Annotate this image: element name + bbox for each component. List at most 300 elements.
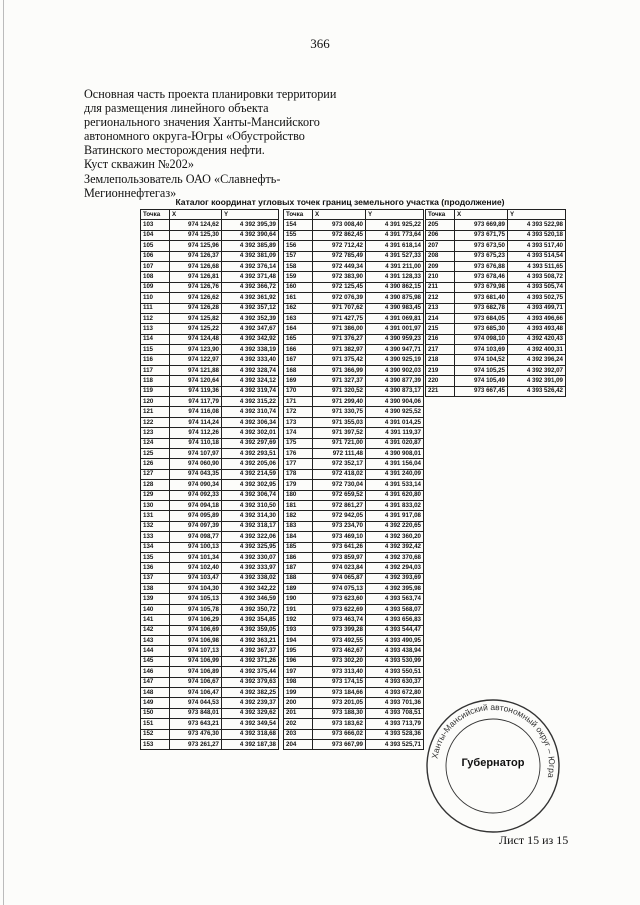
table-row <box>284 646 424 656</box>
cell-x: 974 107,13 <box>170 646 222 656</box>
cell-point: 149 <box>141 698 170 708</box>
cell-x: 973 492,55 <box>313 636 366 646</box>
table-row <box>141 719 279 729</box>
cell-x: 971 397,52 <box>313 428 366 438</box>
cell-point: 123 <box>141 428 170 438</box>
column-header-y: Y <box>508 210 566 220</box>
cell-y: 4 393 708,51 <box>366 708 424 718</box>
cell-y: 4 392 322,06 <box>222 532 279 542</box>
table-row <box>284 334 424 344</box>
table-row <box>284 376 424 386</box>
cell-y: 4 392 393,69 <box>366 573 424 583</box>
table-row <box>426 365 566 375</box>
table-row <box>141 500 279 510</box>
cell-x: 973 641,26 <box>313 542 366 552</box>
title-line: Ватинского месторождения нефти. <box>84 143 265 158</box>
cell-x: 974 105,78 <box>170 604 222 614</box>
title-line: автономного округа-Югры «Обустройство <box>84 129 305 144</box>
table-row <box>284 729 424 739</box>
cell-y: 4 392 306,74 <box>222 490 279 500</box>
table-row <box>284 500 424 510</box>
table-row <box>426 334 566 344</box>
cell-x: 974 121,88 <box>170 365 222 375</box>
title-line: Основная часть проекта планировки территории <box>84 87 337 101</box>
table-row <box>284 625 424 635</box>
cell-point: 150 <box>141 708 170 718</box>
cell-point: 140 <box>141 604 170 614</box>
cell-x: 971 427,75 <box>313 313 366 323</box>
cell-y: 4 393 514,54 <box>508 251 566 261</box>
column-header-x: X <box>313 210 366 220</box>
cell-x: 973 684,05 <box>455 313 508 323</box>
table-caption: Каталог координат угловых точек границ земельного участка (продолжение) <box>175 197 505 207</box>
cell-y: 4 393 713,79 <box>366 719 424 729</box>
cell-y: 4 392 293,51 <box>222 448 279 458</box>
cell-x: 974 090,34 <box>170 480 222 490</box>
table-row <box>426 345 566 355</box>
table-row <box>141 542 279 552</box>
cell-x: 973 184,66 <box>313 687 366 697</box>
cell-point: 127 <box>141 469 170 479</box>
cell-point: 217 <box>426 345 455 355</box>
cell-y: 4 392 371,48 <box>222 272 279 282</box>
cell-point: 158 <box>284 261 313 271</box>
cell-point: 182 <box>284 511 313 521</box>
table-row <box>284 511 424 521</box>
cell-x: 971 330,75 <box>313 407 366 417</box>
cell-y: 4 390 983,45 <box>366 303 424 313</box>
cell-y: 4 392 294,03 <box>366 563 424 573</box>
table-row <box>141 677 279 687</box>
cell-point: 156 <box>284 241 313 251</box>
cell-x: 972 712,42 <box>313 241 366 251</box>
cell-x: 972 418,02 <box>313 469 366 479</box>
cell-x: 972 125,45 <box>313 282 366 292</box>
cell-point: 192 <box>284 615 313 625</box>
cell-point: 137 <box>141 573 170 583</box>
cell-y: 4 393 511,65 <box>508 261 566 271</box>
cell-x: 973 201,05 <box>313 698 366 708</box>
cell-y: 4 393 490,95 <box>366 636 424 646</box>
cell-x: 974 060,90 <box>170 459 222 469</box>
cell-point: 157 <box>284 251 313 261</box>
cell-x: 973 682,78 <box>455 303 508 313</box>
title-line: Мегионнефтегаз» <box>84 185 177 200</box>
cell-point: 132 <box>141 521 170 531</box>
table-row <box>141 521 279 531</box>
cell-point: 125 <box>141 448 170 458</box>
cell-point: 126 <box>141 459 170 469</box>
table-row <box>141 739 279 749</box>
cell-x: 974 117,79 <box>170 397 222 407</box>
table-row <box>284 490 424 500</box>
cell-x: 973 643,21 <box>170 719 222 729</box>
cell-point: 146 <box>141 667 170 677</box>
table-row <box>141 594 279 604</box>
cell-y: 4 390 904,06 <box>366 397 424 407</box>
cell-y: 4 392 375,44 <box>222 667 279 677</box>
cell-point: 209 <box>426 261 455 271</box>
cell-x: 974 092,33 <box>170 490 222 500</box>
cell-point: 121 <box>141 407 170 417</box>
cell-point: 128 <box>141 480 170 490</box>
cell-point: 116 <box>141 355 170 365</box>
cell-x: 972 352,17 <box>313 459 366 469</box>
table-row <box>284 480 424 490</box>
table-row <box>141 511 279 521</box>
cell-x: 974 098,77 <box>170 532 222 542</box>
cell-point: 207 <box>426 241 455 251</box>
cell-x: 973 685,30 <box>455 324 508 334</box>
cell-y: 4 393 508,72 <box>508 272 566 282</box>
cell-point: 148 <box>141 687 170 697</box>
cell-y: 4 392 385,89 <box>222 241 279 251</box>
cell-point: 136 <box>141 563 170 573</box>
title-line: Куст скважин №202» <box>84 157 194 172</box>
cell-x: 974 124,62 <box>170 220 222 230</box>
cell-point: 167 <box>284 355 313 365</box>
table-row <box>284 739 424 749</box>
table-row <box>141 646 279 656</box>
cell-x: 974 106,69 <box>170 625 222 635</box>
cell-point: 159 <box>284 272 313 282</box>
cell-y: 4 392 390,64 <box>222 230 279 240</box>
cell-point: 111 <box>141 303 170 313</box>
cell-y: 4 390 875,98 <box>366 293 424 303</box>
cell-x: 974 106,29 <box>170 615 222 625</box>
cell-y: 4 391 533,14 <box>366 480 424 490</box>
table-row <box>141 293 279 303</box>
cell-x: 973 675,23 <box>455 251 508 261</box>
cell-x: 971 327,37 <box>313 376 366 386</box>
cell-y: 4 392 342,92 <box>222 334 279 344</box>
cell-x: 974 103,47 <box>170 573 222 583</box>
table-row <box>426 324 566 334</box>
cell-x: 973 174,15 <box>313 677 366 687</box>
cell-x: 974 125,96 <box>170 241 222 251</box>
cell-x: 974 075,13 <box>313 584 366 594</box>
cell-point: 109 <box>141 282 170 292</box>
cell-x: 974 126,62 <box>170 293 222 303</box>
cell-point: 203 <box>284 729 313 739</box>
table-row <box>141 459 279 469</box>
cell-y: 4 392 333,97 <box>222 563 279 573</box>
table-row <box>284 604 424 614</box>
table-row <box>284 719 424 729</box>
cell-x: 974 123,90 <box>170 345 222 355</box>
table-row <box>284 324 424 334</box>
table-row <box>426 220 566 230</box>
cell-point: 189 <box>284 584 313 594</box>
table-row <box>284 469 424 479</box>
cell-y: 4 391 128,33 <box>366 272 424 282</box>
cell-point: 165 <box>284 334 313 344</box>
cell-y: 4 392 324,12 <box>222 376 279 386</box>
cell-point: 188 <box>284 573 313 583</box>
cell-point: 216 <box>426 334 455 344</box>
cell-y: 4 393 520,18 <box>508 230 566 240</box>
cell-x: 974 126,37 <box>170 251 222 261</box>
cell-point: 108 <box>141 272 170 282</box>
cell-y: 4 393 530,99 <box>366 656 424 666</box>
table-row <box>426 241 566 251</box>
table-row <box>284 532 424 542</box>
cell-y: 4 392 420,43 <box>508 334 566 344</box>
cell-x: 972 449,34 <box>313 261 366 271</box>
cell-y: 4 393 526,42 <box>508 386 566 396</box>
cell-point: 179 <box>284 480 313 490</box>
cell-y: 4 393 502,75 <box>508 293 566 303</box>
cell-y: 4 392 379,63 <box>222 677 279 687</box>
cell-x: 974 126,81 <box>170 272 222 282</box>
cell-x: 973 234,70 <box>313 521 366 531</box>
cell-x: 971 366,99 <box>313 365 366 375</box>
cell-point: 206 <box>426 230 455 240</box>
cell-y: 4 393 544,47 <box>366 625 424 635</box>
table-row <box>284 552 424 562</box>
cell-point: 144 <box>141 646 170 656</box>
cell-point: 184 <box>284 532 313 542</box>
cell-y: 4 392 366,72 <box>222 282 279 292</box>
cell-y: 4 392 315,22 <box>222 397 279 407</box>
cell-x: 973 399,28 <box>313 625 366 635</box>
cell-point: 208 <box>426 251 455 261</box>
cell-x: 973 623,60 <box>313 594 366 604</box>
cell-y: 4 393 656,83 <box>366 615 424 625</box>
cell-x: 974 105,25 <box>455 365 508 375</box>
table-row <box>141 355 279 365</box>
cell-point: 130 <box>141 500 170 510</box>
cell-point: 163 <box>284 313 313 323</box>
cell-point: 154 <box>284 220 313 230</box>
cell-point: 155 <box>284 230 313 240</box>
cell-x: 973 673,50 <box>455 241 508 251</box>
cell-point: 106 <box>141 251 170 261</box>
table-row <box>284 313 424 323</box>
table-row <box>284 521 424 531</box>
cell-x: 973 667,45 <box>455 386 508 396</box>
cell-x: 974 065,87 <box>313 573 366 583</box>
table-row <box>284 407 424 417</box>
cell-x: 974 104,52 <box>455 355 508 365</box>
cell-y: 4 393 630,37 <box>366 677 424 687</box>
cell-x: 973 469,10 <box>313 532 366 542</box>
cell-y: 4 391 240,09 <box>366 469 424 479</box>
cell-y: 4 392 330,07 <box>222 552 279 562</box>
cell-y: 4 391 119,37 <box>366 428 424 438</box>
cell-x: 972 659,52 <box>313 490 366 500</box>
cell-x: 973 462,67 <box>313 646 366 656</box>
cell-x: 971 721,00 <box>313 438 366 448</box>
table-row <box>426 251 566 261</box>
table-row <box>141 667 279 677</box>
cell-y: 4 391 773,64 <box>366 230 424 240</box>
cell-y: 4 392 318,68 <box>222 729 279 739</box>
coordinates-table-2 <box>283 209 424 750</box>
table-row <box>141 625 279 635</box>
cell-point: 104 <box>141 230 170 240</box>
cell-x: 974 106,47 <box>170 687 222 697</box>
table-row <box>141 708 279 718</box>
cell-x: 974 116,08 <box>170 407 222 417</box>
table-row <box>426 230 566 240</box>
table-row <box>141 272 279 282</box>
cell-x: 974 103,69 <box>455 345 508 355</box>
cell-y: 4 391 620,80 <box>366 490 424 500</box>
column-header-point: Точка <box>141 210 170 220</box>
cell-y: 4 393 522,98 <box>508 220 566 230</box>
table-row <box>284 428 424 438</box>
cell-point: 170 <box>284 386 313 396</box>
table-row <box>426 303 566 313</box>
cell-point: 210 <box>426 272 455 282</box>
cell-point: 145 <box>141 656 170 666</box>
cell-x: 974 100,13 <box>170 542 222 552</box>
cell-x: 971 376,27 <box>313 334 366 344</box>
cell-y: 4 392 302,01 <box>222 428 279 438</box>
table-row <box>141 345 279 355</box>
cell-x: 974 126,68 <box>170 261 222 271</box>
table-row <box>284 230 424 240</box>
cell-point: 194 <box>284 636 313 646</box>
cell-x: 974 119,36 <box>170 386 222 396</box>
table-row <box>141 615 279 625</box>
cell-point: 183 <box>284 521 313 531</box>
cell-x: 973 008,40 <box>313 220 366 230</box>
cell-point: 139 <box>141 594 170 604</box>
cell-point: 107 <box>141 261 170 271</box>
table-row <box>141 438 279 448</box>
table-row <box>284 542 424 552</box>
cell-y: 4 392 333,40 <box>222 355 279 365</box>
table-row <box>284 241 424 251</box>
table-row <box>141 480 279 490</box>
table-row <box>141 573 279 583</box>
cell-point: 119 <box>141 386 170 396</box>
cell-point: 196 <box>284 656 313 666</box>
cell-y: 4 392 391,09 <box>508 376 566 386</box>
cell-point: 147 <box>141 677 170 687</box>
table-row <box>284 355 424 365</box>
table-row <box>426 261 566 271</box>
title-line: регионального значения Ханты-Мансийского <box>84 115 320 130</box>
sheet-number: Лист 15 из 15 <box>499 833 569 847</box>
cell-y: 4 393 525,71 <box>366 739 424 749</box>
cell-point: 135 <box>141 552 170 562</box>
cell-x: 974 097,39 <box>170 521 222 531</box>
cell-y: 4 391 211,00 <box>366 261 424 271</box>
cell-y: 4 392 214,59 <box>222 469 279 479</box>
cell-y: 4 392 359,05 <box>222 625 279 635</box>
cell-x: 973 622,69 <box>313 604 366 614</box>
cell-point: 115 <box>141 345 170 355</box>
cell-x: 972 111,48 <box>313 448 366 458</box>
table-row <box>284 303 424 313</box>
cell-point: 138 <box>141 584 170 594</box>
table-row <box>141 552 279 562</box>
cell-point: 114 <box>141 334 170 344</box>
cell-point: 213 <box>426 303 455 313</box>
cell-point: 198 <box>284 677 313 687</box>
cell-y: 4 392 310,74 <box>222 407 279 417</box>
cell-y: 4 391 069,81 <box>366 313 424 323</box>
cell-x: 974 126,28 <box>170 303 222 313</box>
cell-point: 124 <box>141 438 170 448</box>
cell-point: 204 <box>284 739 313 749</box>
table-row <box>141 313 279 323</box>
column-header-x: X <box>170 210 222 220</box>
cell-point: 142 <box>141 625 170 635</box>
cell-x: 974 106,89 <box>170 667 222 677</box>
table-row <box>141 282 279 292</box>
cell-x: 974 110,18 <box>170 438 222 448</box>
cell-x: 972 076,39 <box>313 293 366 303</box>
table-row <box>284 615 424 625</box>
cell-x: 971 707,62 <box>313 303 366 313</box>
cell-x: 973 666,02 <box>313 729 366 739</box>
title-line: Землепользователь ОАО «Славнефть- <box>84 171 281 186</box>
cell-y: 4 391 917,08 <box>366 511 424 521</box>
cell-y: 4 390 877,39 <box>366 376 424 386</box>
cell-y: 4 392 306,34 <box>222 417 279 427</box>
cell-y: 4 392 329,62 <box>222 708 279 718</box>
cell-x: 974 112,26 <box>170 428 222 438</box>
cell-x: 971 382,97 <box>313 345 366 355</box>
document-title <box>84 87 384 200</box>
cell-point: 199 <box>284 687 313 697</box>
table-row <box>284 656 424 666</box>
cell-y: 4 392 347,67 <box>222 324 279 334</box>
cell-x: 974 094,18 <box>170 500 222 510</box>
table-row <box>141 490 279 500</box>
cell-y: 4 392 392,07 <box>508 365 566 375</box>
cell-y: 4 392 314,30 <box>222 511 279 521</box>
cell-point: 187 <box>284 563 313 573</box>
cell-y: 4 392 338,19 <box>222 345 279 355</box>
table-row <box>284 563 424 573</box>
cell-point: 168 <box>284 365 313 375</box>
cell-point: 186 <box>284 552 313 562</box>
table-row <box>141 376 279 386</box>
table-row <box>141 251 279 261</box>
cell-y: 4 392 400,31 <box>508 345 566 355</box>
cell-x: 973 667,99 <box>313 739 366 749</box>
cell-y: 4 392 382,25 <box>222 687 279 697</box>
cell-point: 220 <box>426 376 455 386</box>
cell-y: 4 392 354,85 <box>222 615 279 625</box>
table-row <box>141 417 279 427</box>
cell-y: 4 393 563,74 <box>366 594 424 604</box>
cell-x: 971 355,03 <box>313 417 366 427</box>
table-row <box>284 636 424 646</box>
cell-point: 181 <box>284 500 313 510</box>
cell-point: 133 <box>141 532 170 542</box>
table-row <box>284 282 424 292</box>
cell-x: 974 106,98 <box>170 636 222 646</box>
cell-x: 973 476,30 <box>170 729 222 739</box>
table-row <box>141 397 279 407</box>
table-row <box>141 365 279 375</box>
table-row <box>426 355 566 365</box>
cell-y: 4 392 338,02 <box>222 573 279 583</box>
cell-point: 103 <box>141 220 170 230</box>
cell-x: 972 785,49 <box>313 251 366 261</box>
cell-x: 972 730,04 <box>313 480 366 490</box>
table-row <box>284 251 424 261</box>
cell-y: 4 390 925,52 <box>366 407 424 417</box>
cell-y: 4 392 361,92 <box>222 293 279 303</box>
cell-point: 200 <box>284 698 313 708</box>
